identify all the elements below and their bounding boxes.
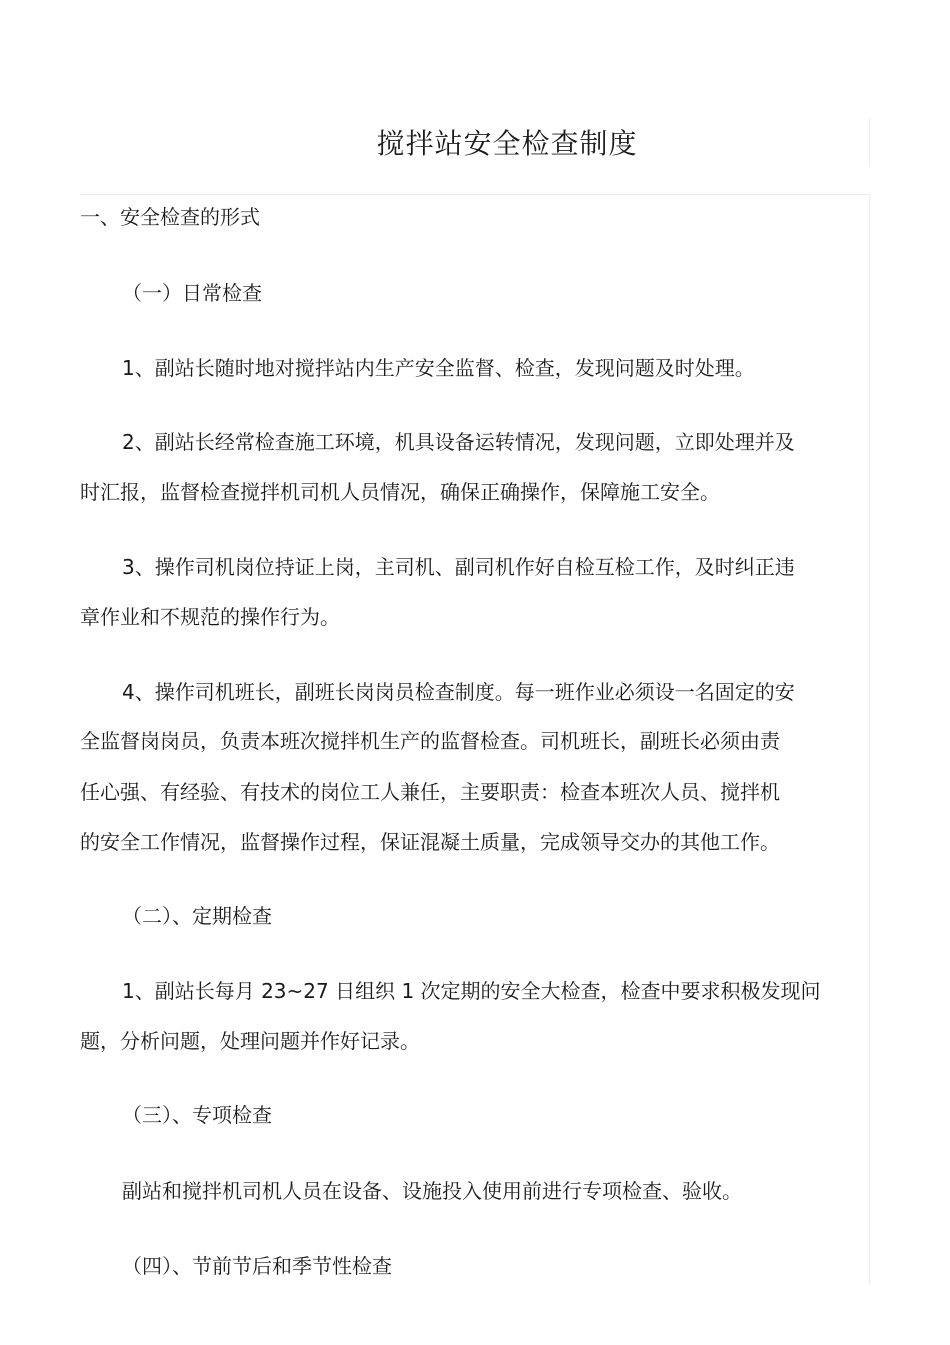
- paragraph-line: 副站和搅拌机司机人员在设备、设施投入使用前进行专项检查、验收。: [122, 1179, 742, 1203]
- page-title: 搅拌站安全检查制度: [376, 127, 638, 160]
- paragraph-line: 2、副站长经常检查施工环境，机具设备运转情况，发现问题，立即处理并及: [122, 430, 795, 454]
- paragraph-line: 4、操作司机班长，副班长岗岗员检查制度。每一班作业必须设一名固定的安: [122, 680, 795, 704]
- paragraph-line: 的安全工作情况，监督操作过程，保证混凝土质量，完成领导交办的其他工作。: [80, 830, 780, 854]
- subsection-heading: （二）、定期检查: [122, 904, 272, 928]
- paragraph-line: 时汇报，监督检查搅拌机司机人员情况，确保正确操作，保障施工安全。: [80, 480, 720, 504]
- subsection-heading: （四）、节前节后和季节性检查: [122, 1254, 392, 1278]
- section-heading: 一、安全检查的形式: [80, 205, 260, 229]
- paragraph-line: 1、副站长每月 23~27 日组织 1 次定期的安全大检查，检查中要求积极发现问: [122, 979, 821, 1003]
- paragraph-line: 任心强、有经验、有技术的岗位工人兼任，主要职责：检查本班次人员、搅拌机: [80, 780, 780, 804]
- paragraph-line: 章作业和不规范的操作行为。: [80, 605, 340, 629]
- subsection-heading: （三）、专项检查: [122, 1103, 272, 1127]
- paragraph-line: 1、副站长随时地对搅拌站内生产安全监督、检查，发现问题及时处理。: [122, 356, 755, 380]
- vertical-rule-main: [869, 196, 870, 1284]
- paragraph-line: 题，分析问题，处理问题并作好记录。: [80, 1029, 420, 1053]
- vertical-rule-top: [869, 118, 870, 166]
- horizontal-rule: [80, 194, 870, 195]
- paragraph-line: 3、操作司机岗位持证上岗，主司机、副司机作好自检互检工作，及时纠正违: [122, 555, 795, 579]
- paragraph-line: 全监督岗岗员，负责本班次搅拌机生产的监督检查。司机班长，副班长必须由责: [80, 729, 780, 753]
- subsection-heading: （一）日常检查: [122, 281, 262, 305]
